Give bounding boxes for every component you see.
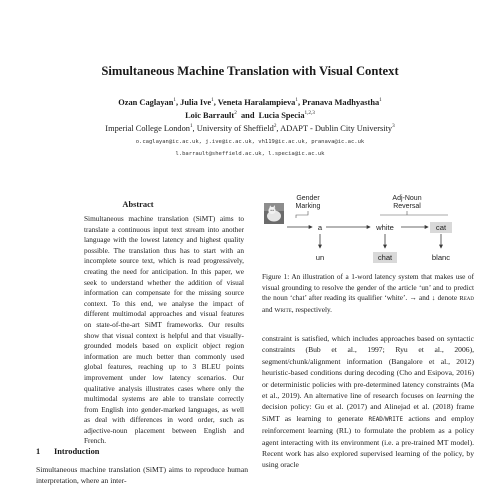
affiliation: University of Sheffield: [196, 124, 274, 133]
author-separator: ,: [297, 98, 301, 107]
author-name: Lucia Specia: [258, 111, 305, 120]
caption-end: , respectively.: [291, 304, 332, 314]
affiliation-mark: 3: [392, 123, 395, 130]
label-gender-marking-line2: Marking: [295, 203, 321, 210]
author-name: Julia Ive: [180, 98, 212, 107]
author-name: Loïc Barrault: [185, 111, 235, 120]
paragraph: [262, 333, 474, 471]
affiliation-separator: ,: [276, 124, 279, 133]
caption-denote: denote: [437, 293, 458, 303]
author-and: and: [240, 111, 255, 120]
caption-and: and: [419, 293, 430, 303]
text-run: the decision policy: Gu et al. (2017) and Alinejad et al. (2018) frame SiMT as learning to generate: [262, 391, 474, 423]
author-mark: 1: [295, 97, 298, 104]
affiliation-mark: 2: [273, 123, 277, 130]
author-name: Pranava Madhyastha: [302, 98, 380, 107]
label-adj-noun-line2: Reversal: [393, 203, 421, 210]
figure-1-caption: [262, 272, 474, 316]
text-run-mono: WRITE: [385, 415, 404, 423]
text-run-mono: READ: [368, 415, 383, 423]
source-token-a: a: [317, 223, 323, 232]
introduction-body: [36, 464, 248, 486]
target-token-chat: chat: [377, 253, 393, 262]
write-arrow-icon: ↓: [431, 293, 436, 303]
introduction-text: Simultaneous machine translation (SiMT) aims to reproduce human interpretation, where an inter-: [36, 465, 248, 485]
author-mark: 1: [211, 97, 214, 104]
caption-read: Read: [459, 295, 474, 303]
source-token-cat: cat: [435, 223, 447, 232]
text-run: /: [382, 413, 386, 423]
author-separator: ,: [213, 98, 216, 107]
caption-write: Write: [274, 306, 292, 314]
author-mark: 1: [173, 97, 176, 104]
caption-and2: and: [262, 304, 273, 314]
author-name: Ozan Caglayan: [118, 98, 174, 107]
label-adj-noun-line1: Adj-Noun: [392, 195, 422, 202]
affiliation-mark: 1: [189, 123, 193, 130]
text-run-italic: learning: [436, 391, 463, 401]
text-run: actions and employ reinforcement learning (RL) to formulate the problem as a policy agent interacting with its environment (i.e. a pre-trained MT model). Recent work has also explored supervised learning of the policy, by using oracle: [262, 413, 474, 470]
section-heading-introduction: [36, 447, 246, 456]
author-separator: ,: [175, 98, 179, 107]
author-mark: 1: [379, 97, 382, 104]
affiliation: Imperial College London: [105, 124, 190, 133]
author-emails: [20, 137, 480, 160]
text-run: constraint is satisfied, which includes approaches based on syntactic constraints (Bub et al., 1997; Ryu et al., 2006), segment/chunk/alignment information (Bangalore et al., 2012) heuristic-based conditions during decoding (Cho and Esipova, 2016) or deterministic policies with pre-determined latency constraints (Ma et al., 2019). An alternative line of research focuses on: [262, 334, 474, 401]
abstract-heading: Abstract: [122, 200, 154, 209]
target-token-blanc: blanc: [431, 253, 451, 262]
caption-text: An illustration of a 1-word latency system that makes use of visual grounding to resolve the gender of the article ‘un’ and to predict the noun ‘chat’ after reading its qualifier ‘white’.: [262, 272, 474, 303]
gender-connector: [296, 211, 308, 218]
caption-label: Figure 1:: [262, 272, 290, 281]
abstract-text: Simultaneous machine translation (SiMT) aims to translate a continuous input text stream into another language with the lowest latency and highest quality possible. The translation thus has to start with an incomplete source text, which is read progressively, creating the need for anticipation. In this paper, we seek to understand whether the addition of visual information can compensate for the missing source context. To this end, we analyse the impact of different multimodal approaches and visual features on state-of-the-art SiMT frameworks. Our results show that visual context is helpful and that visually-grounded models based on explicit object region information are much better than commonly used global features, reaching up to 3 BLEU points improvement under low latency scenarios. Our qualitative analysis illustrates cases where only the multimodal systems are able to translate correctly from English into gender-marked languages, as well as deal with differences in word order, such as adjective-noun placement between English and French.: [84, 214, 244, 446]
email-line[interactable]: o.caglayan@ic.ac.uk, j.ive@ic.ac.uk, vh119@ic.ac.uk, pranava@ic.ac.uk: [135, 139, 365, 145]
right-column-body: [262, 333, 474, 471]
section-number: 1: [36, 447, 41, 456]
abstract-body: [84, 214, 244, 447]
cat-photo: [264, 203, 284, 224]
affiliation-separator: ,: [192, 124, 195, 133]
author-line-1: [30, 96, 470, 109]
affiliation: ADAPT - Dublin City University: [280, 124, 393, 133]
email-line[interactable]: l.barrault@sheffield.ac.uk, l.specia@ic.ac.uk: [175, 150, 325, 157]
read-arrow-icon: →: [409, 293, 417, 303]
author-mark: 2: [234, 110, 237, 117]
figure-1: [262, 192, 477, 270]
paper-title: Simultaneous Machine Translation with Visual Context: [101, 64, 399, 78]
author-name: Veneta Haralampieva: [217, 98, 296, 107]
source-token-white: white: [376, 223, 394, 232]
author-list: [30, 96, 470, 122]
author-mark: 1,2,3: [304, 110, 315, 117]
target-token-un: un: [315, 253, 325, 262]
label-gender-marking-line1: Gender: [296, 195, 320, 202]
author-line-2: [30, 109, 470, 122]
affiliations: [20, 123, 480, 135]
section-title: Introduction: [54, 447, 100, 456]
